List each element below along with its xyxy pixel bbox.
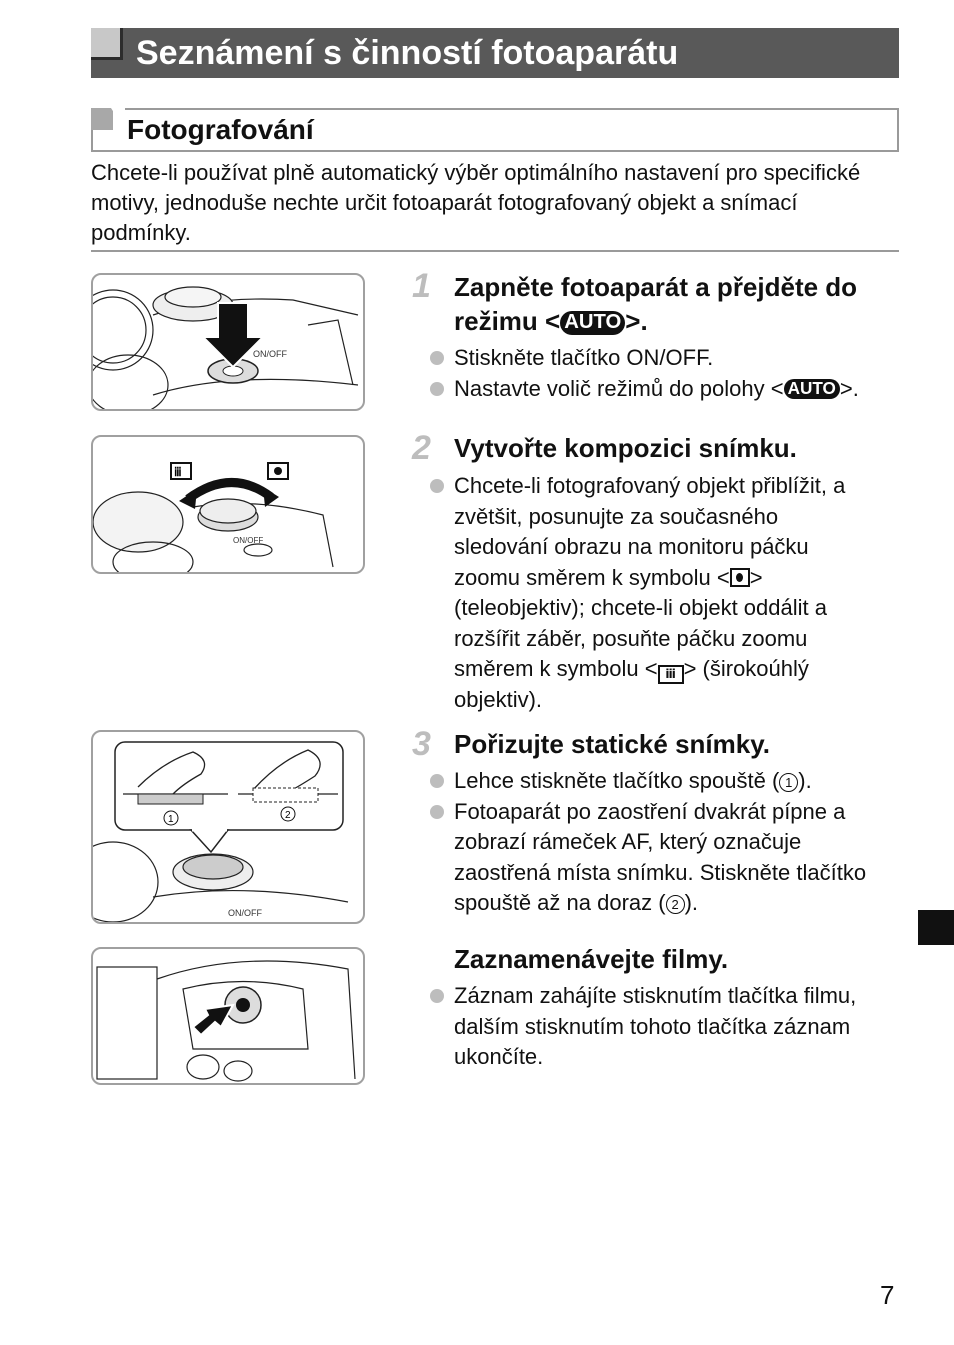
- list-item: Záznam zahájíte stisknutím tlačítka filmu, dalším stisknutím tohoto tlačítka záznam ukončíte.: [428, 981, 868, 1073]
- title-square-icon: [91, 28, 123, 60]
- list-item: Chcete-li fotografovaný objekt přiblížit, a zvětšit, posunujte za současného sledování obrazu na monitoru páčku zoomu směrem k symbolu < > (teleobjektiv); chcete-li objekt oddálit a rozšířit záběr, posuňte páčku zoomu směrem k symbolu < ⅲ > (širokoúhlý objektiv).: [428, 471, 868, 715]
- step3-bullets: [428, 766, 878, 919]
- movie-bullets: [428, 981, 868, 1073]
- list-item: Fotoaparát po zaostření dvakrát pípne a zobrazí rámeček AF, který označuje zaostřená místa snímku. Stiskněte tlačítko spouště až na doraz ( 2 ).: [428, 797, 878, 919]
- auto-mode-icon: AUTO: [784, 379, 840, 399]
- illustration-power-button: [91, 273, 365, 411]
- list-item: Lehce stiskněte tlačítko spouště ( 1 ).: [428, 766, 878, 797]
- illustration-movie-button: [91, 947, 365, 1085]
- section-square-icon: [91, 108, 113, 130]
- list-item: Nastavte volič režimů do polohy < AUTO >.: [428, 374, 898, 405]
- intro-paragraph: Chcete-li používat plně automatický výběr optimálního nastavení pro specifické motivy, jednoduše nechte určit fotoaparát fotografovaný objekt a snímací podmínky.: [91, 160, 861, 245]
- step-number: 2: [412, 429, 431, 467]
- svg-text:ON/OFF: ON/OFF: [253, 349, 287, 359]
- auto-mode-icon: AUTO: [560, 311, 625, 334]
- svg-text:1: 1: [168, 814, 174, 825]
- telephoto-icon: [730, 568, 750, 587]
- wide-angle-icon: ⅲ: [658, 665, 684, 684]
- press-arrow-icon: [193, 1005, 233, 1035]
- page-number: 7: [880, 1280, 895, 1310]
- svg-text:ⅲ: ⅲ: [174, 465, 182, 479]
- zoom-direction-arrow: [188, 482, 271, 499]
- camera-shutter-drawing: [93, 732, 363, 922]
- circled-number-1: 1: [779, 773, 798, 792]
- list-item: Stiskněte tlačítko ON/OFF.: [428, 343, 898, 374]
- chapter-title: Seznámení s činností fotoaparátu: [136, 34, 679, 72]
- step1-bullets: [428, 343, 898, 404]
- camera-top-power-drawing: [93, 275, 363, 409]
- movie-heading: Zaznamenávejte filmy.: [454, 944, 729, 974]
- camera-zoom-drawing: [93, 437, 363, 572]
- step-number: 3: [412, 725, 431, 763]
- step2-heading: Vytvořte kompozici snímku.: [454, 433, 797, 463]
- section-title: Fotografování: [127, 114, 314, 145]
- circled-number-2: 2: [666, 895, 685, 914]
- section-corner-decoration: [111, 108, 125, 130]
- svg-text:ON/OFF: ON/OFF: [233, 536, 264, 545]
- step1-heading: Zapněte fotoaparát a přejděte do režimu < AUTO >.: [454, 272, 858, 336]
- step-number: 1: [412, 267, 431, 305]
- camera-back-movie-drawing: [93, 949, 363, 1083]
- step2-bullets: [428, 471, 868, 715]
- svg-text:2: 2: [285, 810, 291, 821]
- illustration-shutter-button: [91, 730, 365, 924]
- chapter-thumb-tab: [918, 910, 954, 945]
- intro-divider: [91, 250, 899, 252]
- illustration-zoom-lever: [91, 435, 365, 574]
- svg-text:ON/OFF: ON/OFF: [228, 908, 262, 918]
- step3-heading: Pořizujte statické snímky.: [454, 729, 770, 759]
